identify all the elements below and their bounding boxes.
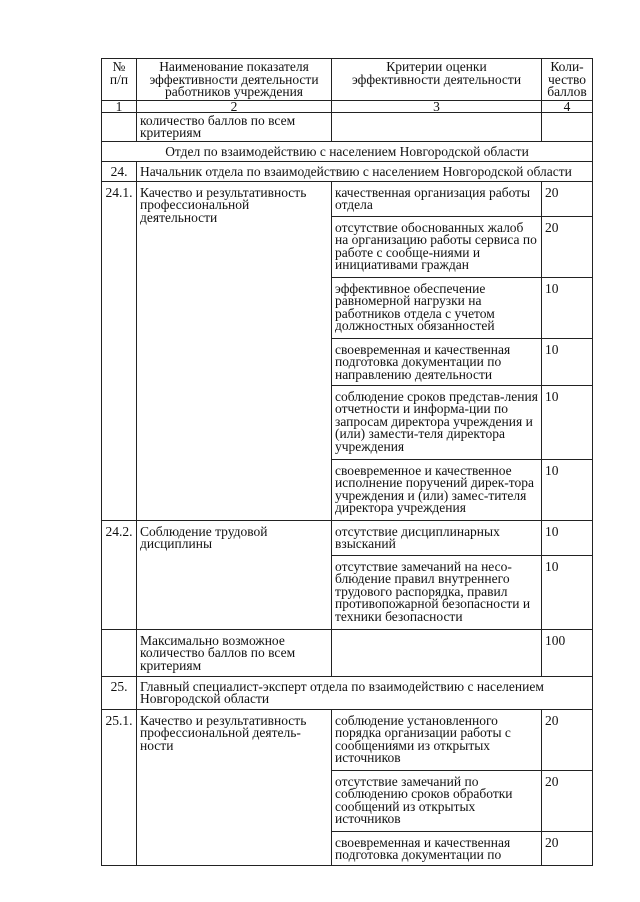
table-row [102, 112, 593, 141]
indicator-title: Соблюдение трудовой дисциплины [137, 520, 332, 629]
evaluation-table [101, 58, 593, 866]
indicator-number: 24.2. [102, 520, 137, 629]
criterion-score: 10 [542, 459, 593, 520]
indicator-title: Качество и результативность профессиональной деятельности [137, 181, 332, 520]
position-row [102, 162, 593, 182]
criterion-text: своевременная и качественная подготовка документации по направлению деятельности [332, 338, 542, 385]
criterion-score: 10 [542, 555, 593, 629]
position-number: 24. [102, 162, 137, 182]
criterion-score: 20 [542, 831, 593, 865]
table-row [102, 520, 593, 555]
table-header-row [102, 59, 593, 101]
criterion-score: 10 [542, 520, 593, 555]
index-cell: 3 [332, 100, 542, 112]
indicator-number: 25.1. [102, 709, 137, 865]
criterion-score: 20 [542, 181, 593, 216]
criterion-score: 10 [542, 338, 593, 385]
header-col-number: № п/п [102, 59, 137, 101]
indicator-title: Качество и результативность профессиональной деятель-ности [137, 709, 332, 865]
criterion-text: отсутствие дисциплинарных взысканий [332, 520, 542, 555]
criterion-score: 20 [542, 216, 593, 277]
index-cell: 2 [137, 100, 332, 112]
index-cell: 1 [102, 100, 137, 112]
max-score-value: 100 [542, 629, 593, 676]
criterion-text: своевременное и качественное исполнение поручений дирек-тора учреждения и (или) замес-тителя директора учреждения [332, 459, 542, 520]
table-row [102, 629, 593, 676]
header-col-score: Коли- чество баллов [542, 59, 593, 101]
criterion-score: 10 [542, 277, 593, 338]
header-col-indicator: Наименование показателя эффективности деятельности работников учреждения [137, 59, 332, 101]
index-cell: 4 [542, 100, 593, 112]
criterion-text: эффективное обеспечение равномерной нагрузки на работников отдела с учетом должностных обязанностей [332, 277, 542, 338]
criterion-score: 20 [542, 709, 593, 770]
indicator-number: 24.1. [102, 181, 137, 520]
header-col-criteria: Критерии оценки эффективности деятельности [332, 59, 542, 101]
criterion-score: 20 [542, 770, 593, 831]
criterion-text: отсутствие обоснованных жалоб на организацию работы сервиса по работе с сообще-ниями и инициативами граждан [332, 216, 542, 277]
position-row [102, 676, 593, 709]
criterion-text: отсутствие замечаний по соблюдению сроков обработки сообщений из открытых источников [332, 770, 542, 831]
criterion-text: отсутствие замечаний на несо-блюдение правил внутреннего трудового распорядка, правил противопожарной безопасности и техники безопасности [332, 555, 542, 629]
criterion-score: 10 [542, 385, 593, 459]
table-row [102, 709, 593, 770]
max-score-label: Максимально возможное количество баллов по всем критериям [137, 629, 332, 676]
criterion-text: своевременная и качественная подготовка документации по [332, 831, 542, 865]
prev-tail-text: количество баллов по всем критериям [137, 112, 332, 141]
criterion-text: качественная организация работы отдела [332, 181, 542, 216]
position-title: Начальник отдела по взаимодействию с населением Новгородской области [137, 162, 593, 182]
position-number: 25. [102, 676, 137, 709]
criterion-text: соблюдение установленного порядка организации работы с сообщениями из открытых источников [332, 709, 542, 770]
section-row [102, 141, 593, 162]
section-title: Отдел по взаимодействию с населением Новгородской области [102, 141, 593, 162]
table-row [102, 181, 593, 216]
column-index-row [102, 100, 593, 112]
criterion-text: соблюдение сроков представ-ления отчетности и информа-ции по запросам директора учреждения и (или) замести-теля директора учреждения [332, 385, 542, 459]
position-title: Главный специалист-эксперт отдела по взаимодействию с населением Новгородской области [137, 676, 593, 709]
